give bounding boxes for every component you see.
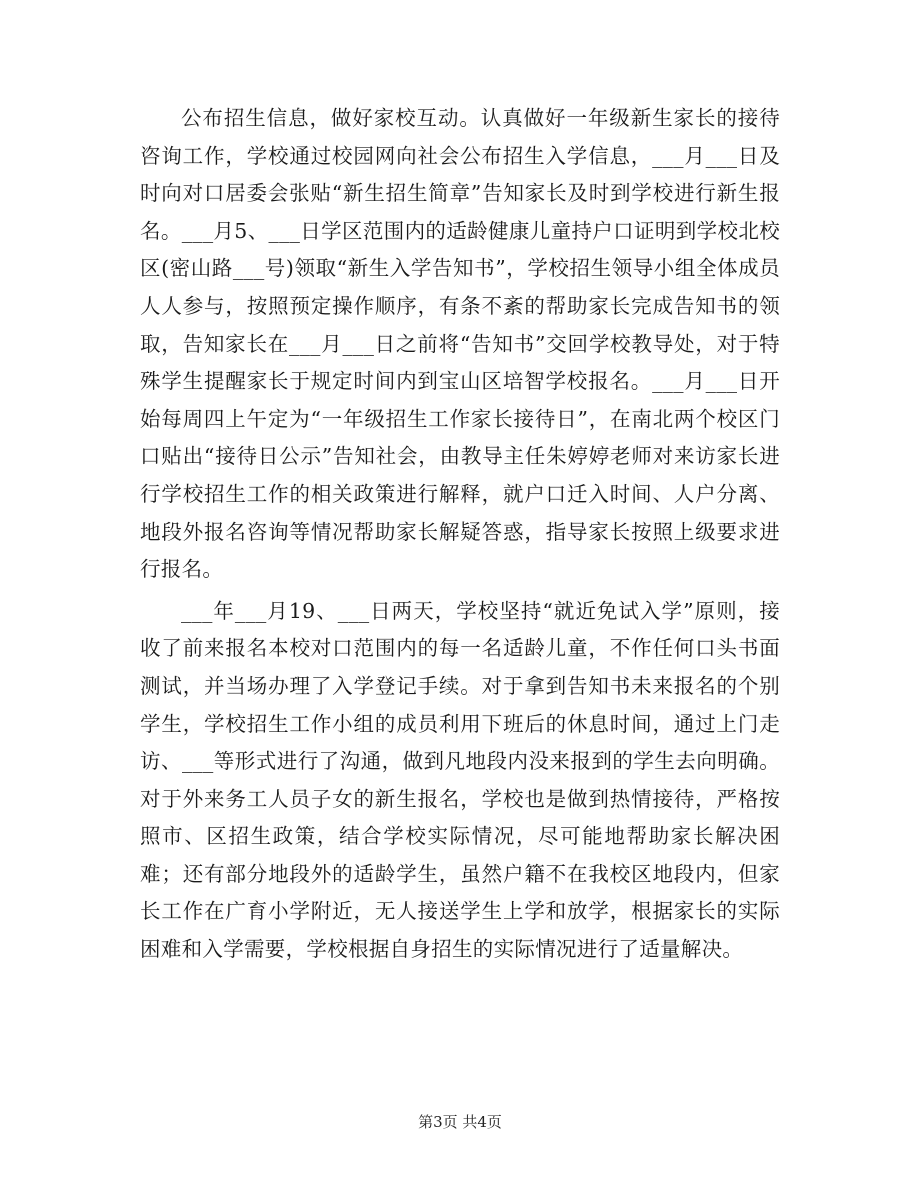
page-number-footer: 第3页 共4页 <box>418 1113 502 1131</box>
document-body <box>140 100 780 973</box>
paragraph-enrollment-info: 公布招生信息，做好家校互动。认真做好一年级新生家长的接待咨询工作，学校通过校园网向社会公布招生入学信息，___月___日及时向对口居委会张贴“新生招生简章”告知家长及时到学校进行新生报名。___月5、___日学区范围内的适龄健康儿童持户口证明到学校北校区(密山路___号)领取“新生入学告知书”，学校招生领导小组全体成员人人参与，按照预定操作顺序，有条不紊的帮助家长完成告知书的领取，告知家长在___月___日之前将“告知书”交回学校教导处，对于特殊学生提醒家长于规定时间内到宝山区培智学校报名。___月___日开始每周四上午定为“一年级招生工作家长接待日”，在南北两个校区门口贴出“接待日公示”告知社会，由教导主任朱婷婷老师对来访家长进行学校招生工作的相关政策进行解释，就户口迁入时间、人户分离、地段外报名咨询等情况帮助家长解疑答惑，指导家长按照上级要求进行报名。 <box>140 106 780 582</box>
paragraph-registration: ___年___月19、___日两天，学校坚持“就近免试入学”原则，接收了前来报名本校对口范围内的每一名适龄儿童，不作任何口头书面测试，并当场办理了入学登记手续。对于拿到告知书未来报名的个别学生，学校招生工作小组的成员利用下班后的休息时间，通过上门走访、___等形式进行了沟通，做到凡地段内没来报到的学生去向明确。对于外来务工人员子女的新生报名，学校也是做到热情接待，严格按照市、区招生政策，结合学校实际情况，尽可能地帮助家长解决困难；还有部分地段外的适龄学生，虽然户籍不在我校区地段内，但家长工作在广育小学附近，无人接送学生上学和放学，根据家长的实际困难和入学需要，学校根据自身招生的实际情况进行了适量解决。 <box>140 598 780 962</box>
